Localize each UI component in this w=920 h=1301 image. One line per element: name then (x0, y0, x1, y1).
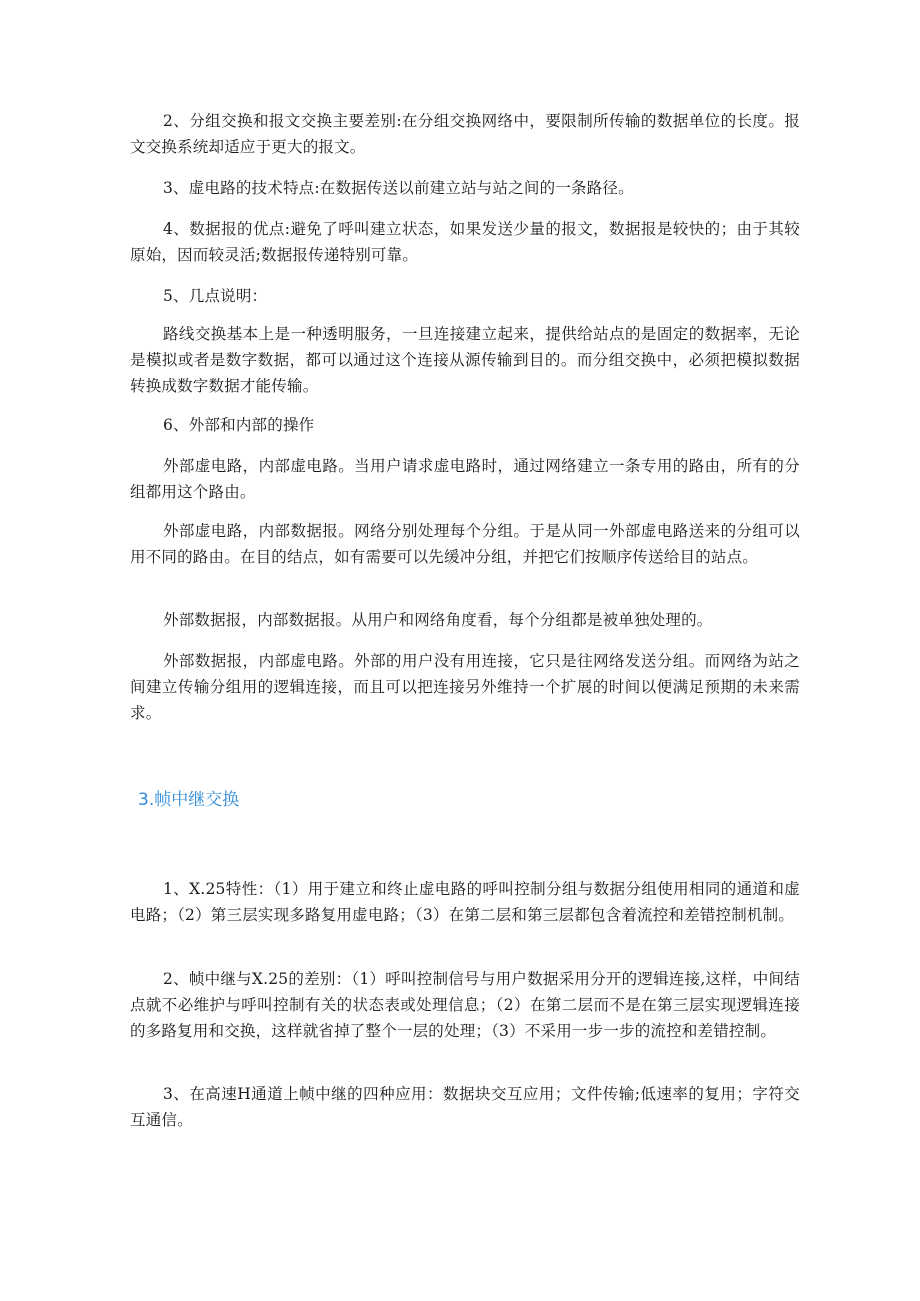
paragraph-ext-datagram-int-vc: 外部数据报，内部虚电路。外部的用户没有用连接，它只是往网络发送分组。而网络为站之间建立传输分组用的逻辑连接，而且可以把连接另外维持一个扩展的时间以便满足预期的未来需求。 (130, 652, 800, 722)
paragraph-frame-relay-applications: 3、在高速H通道上帧中继的四种应用：数据块交互应用；文件传输;低速率的复用；字符交互通信。 (130, 1085, 800, 1129)
paragraph-ext-vc-int-datagram: 外部虚电路，内部数据报。网络分别处理每个分组。于是从同一外部虚电路送来的分组可以用不同的路由。在目的结点，如有需要可以先缓冲分组，并把它们按顺序传送给目的站点。 (130, 522, 800, 566)
paragraph-notes-heading: 5、几点说明： (163, 287, 268, 305)
paragraph-x25-features: 1、X.25特性：（1）用于建立和终止虚电路的呼叫控制分组与数据分组使用相同的通道和虚电路；（2）第三层实现多路复用虚电路；（3）在第二层和第三层都包含着流控和差错控制机制。 (130, 880, 800, 924)
paragraph-virtual-circuit-features: 3、虚电路的技术特点:在数据传送以前建立站与站之间的一条路径。 (163, 179, 634, 197)
paragraph-ext-vc-int-vc: 外部虚电路，内部虚电路。当用户请求虚电路时，通过网络建立一条专用的路由，所有的分组都用这个路由。 (130, 457, 800, 501)
paragraph-packet-vs-message-switching: 2、分组交换和报文交换主要差别:在分组交换网络中，要限制所传输的数据单位的长度。报文交换系统却适应于更大的报文。 (130, 112, 800, 156)
paragraph-external-internal-heading: 6、外部和内部的操作 (163, 416, 315, 434)
paragraph-ext-datagram-int-datagram: 外部数据报，内部数据报。从用户和网络角度看，每个分组都是被单独处理的。 (163, 611, 713, 629)
section-heading-frame-relay: 3.帧中继交换 (138, 790, 240, 810)
paragraph-circuit-switching-note: 路线交换基本上是一种透明服务，一旦连接建立起来，提供给站点的是固定的数据率，无论是模拟或者是数字数据，都可以通过这个连接从源传输到目的。而分组交换中，必须把模拟数据转换成数字数据才能传输。 (130, 325, 800, 395)
paragraph-datagram-advantages: 4、数据报的优点:避免了呼叫建立状态，如果发送少量的报文，数据报是较快的；由于其较原始，因而较灵活;数据报传递特别可靠。 (130, 220, 800, 264)
paragraph-frame-relay-vs-x25: 2、帧中继与X.25的差别：（1）呼叫控制信号与用户数据采用分开的逻辑连接,这样，中间结点就不必维护与呼叫控制有关的状态表或处理信息；（2）在第二层而不是在第三层实现逻辑连接的多路复用和交换，这样就省掉了整个一层的处理；（3）不采用一步一步的流控和差错控制。 (130, 970, 800, 1040)
